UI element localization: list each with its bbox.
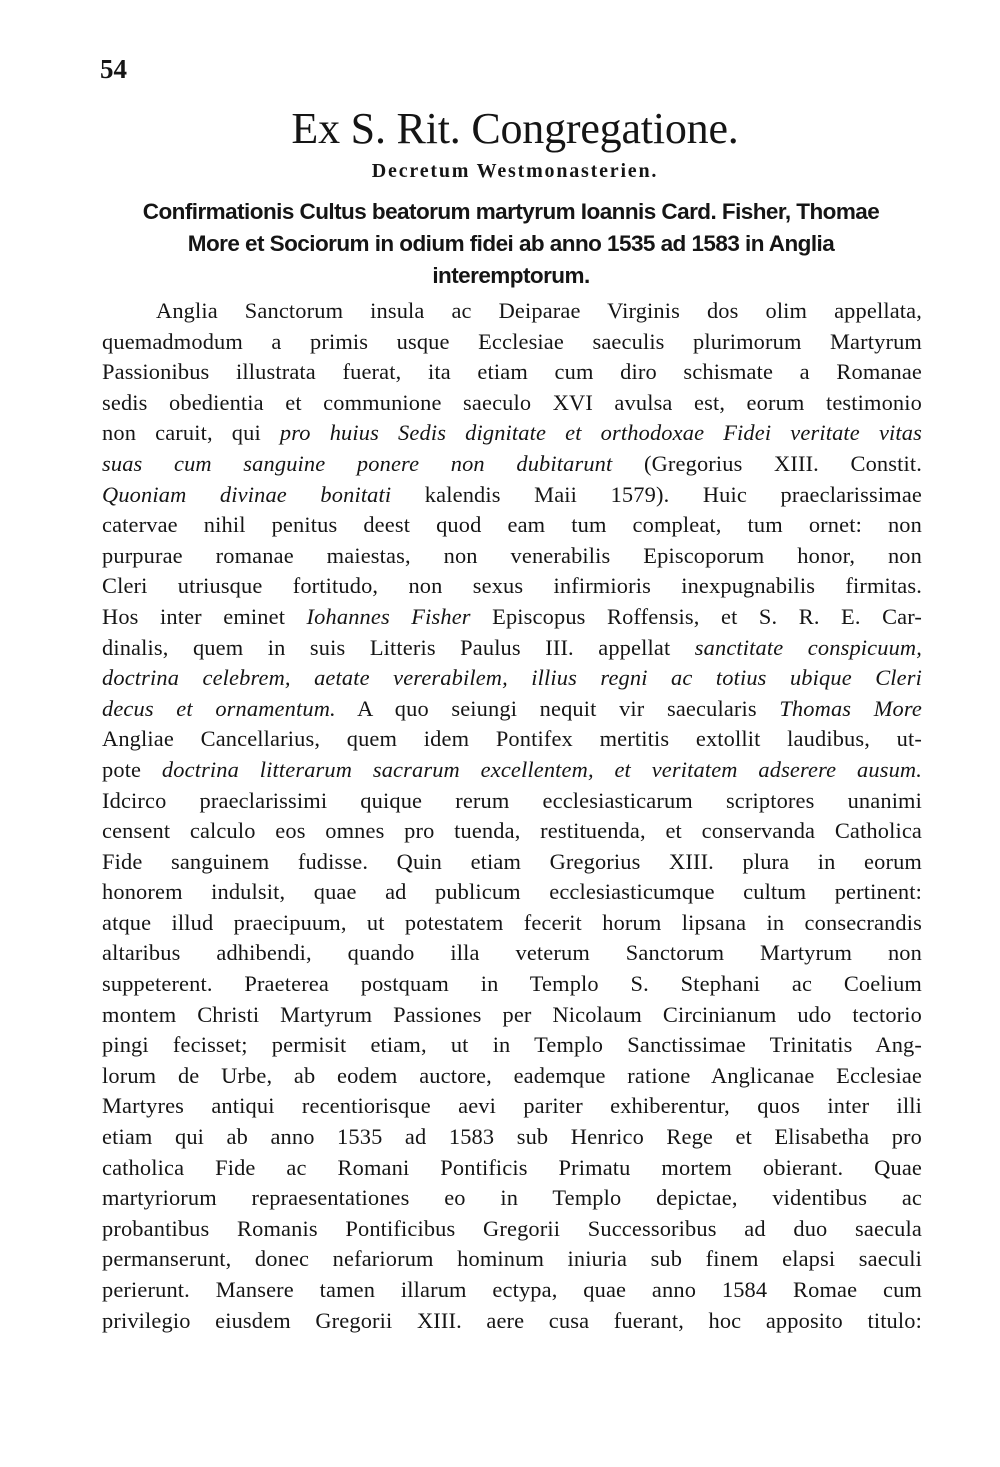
text-run: probantibus Romanis Pontificibus Gregorii Successoribus ad duo saecula	[102, 1215, 922, 1241]
italic-phrase: suas cum sanguine ponere non dubitarunt	[102, 450, 613, 476]
text-run: non caruit, qui	[102, 420, 280, 446]
text-run: censent calculo eos omnes pro tuenda, restituenda, et conservanda Catholica	[102, 818, 922, 844]
body-line	[102, 1306, 922, 1337]
body-line	[102, 510, 922, 541]
body-line	[102, 357, 922, 388]
text-run: A quo seiungi nequit vir saecularis	[335, 695, 780, 721]
text-run: honorem indulsit, quae ad publicum ecclesiasticumque cultum pertinent:	[102, 879, 922, 905]
text-run: purpurae romanae maiestas, non venerabilis Episcoporum honor, non	[102, 542, 922, 568]
text-run: Cleri utriusque fortitudo, non sexus infirmioris inexpugnabilis firmitas.	[102, 573, 922, 599]
body-line	[102, 388, 922, 419]
decree-subtitle: Decretum Westmonasterien.	[371, 160, 659, 182]
text-run: privilegio eiusdem Gregorii XIII. aere cusa fuerant, hoc apposito titulo:	[102, 1307, 922, 1333]
text-run: atque illud praecipuum, ut potestatem fecerit horum lipsana in consecrandis	[102, 909, 922, 935]
body-line	[102, 1153, 922, 1184]
text-run: Episcopus Roffensis, et S. R. E. Car-	[470, 603, 923, 629]
text-run: sedis obedientia et communione saeculo XVI avulsa est, eorum testimonio	[102, 389, 922, 415]
text-run: Idcirco praeclarissimi quique rerum ecclesiasticarum scriptores unanimi	[102, 787, 922, 813]
body-line	[102, 1244, 922, 1275]
body-line	[102, 541, 922, 572]
text-run: pote	[102, 756, 162, 782]
body-line	[102, 449, 922, 480]
text-run: quemadmodum a primis usque Ecclesiae saeculis plurimorum Martyrum	[102, 328, 922, 354]
text-run: perierunt. Mansere tamen illarum ectypa, quae anno 1584 Romae cum	[102, 1277, 922, 1302]
text-run: Martyres antiqui recentiorisque aevi pariter exhiberentur, quos inter illi	[102, 1093, 922, 1119]
text-run: pingi fecisset; permisit etiam, ut in Templo Sanctissimae Trinitatis Ang-	[102, 1032, 922, 1058]
text-run: Passionibus illustrata fuerat, ita etiam cum diro schismate a Romanae	[102, 359, 922, 385]
body-line	[102, 480, 922, 511]
italic-phrase: Iohannes Fisher	[306, 603, 471, 629]
body-line	[102, 938, 922, 969]
body-line	[102, 1122, 922, 1153]
text-run: Angliae Cancellarius, quem idem Pontifex mertitis extollit laudibus, ut-	[102, 726, 922, 752]
body-line	[102, 755, 922, 786]
italic-phrase: Thomas More	[779, 695, 922, 721]
body-line	[102, 1214, 922, 1245]
body-line	[102, 418, 922, 449]
text-run: etiam qui ab anno 1535 ad 1583 sub Henrico Rege et Elisabetha pro	[102, 1124, 922, 1150]
body-line	[102, 724, 922, 755]
heading-line: More et Sociorum in odium fidei ab anno 1535 ad 1583 in Anglia	[187, 231, 835, 256]
body-line	[102, 969, 922, 1000]
text-run: Anglia Sanctorum insula ac Deiparae Virginis dos olim appellata,	[156, 298, 922, 323]
body-line	[102, 296, 922, 327]
body-line	[102, 633, 922, 664]
body-line	[102, 1275, 922, 1306]
text-run: montem Christi Martyrum Passiones per Nicolaum Circinianum udo tectorio	[102, 1001, 922, 1027]
text-run: altaribus adhibendi, quando illa veterum Sanctorum Martyrum non	[102, 940, 922, 966]
body-line	[102, 786, 922, 817]
heading-line: Confirmationis Cultus beatorum martyrum Ioannis Card. Fisher, Thomae	[142, 199, 880, 224]
italic-phrase: doctrina celebrem, aetate vererabilem, illius regni ac totius ubique Cleri	[102, 665, 922, 691]
text-run: catholica Fide ac Romani Pontificis Primatu mortem obierant. Quae	[102, 1154, 922, 1180]
body-line	[102, 327, 922, 358]
body-text	[102, 296, 922, 1336]
body-line	[102, 1091, 922, 1122]
page-number: 54	[100, 54, 127, 84]
body-line	[102, 571, 922, 602]
body-line	[102, 1183, 922, 1214]
text-run: permanserunt, donec nefariorum hominum iniuria sub finem elapsi saeculi	[102, 1246, 922, 1272]
text-run: dinalis, quem in suis Litteris Paulus III. appellat	[102, 634, 695, 660]
text-run: lorum de Urbe, ab eodem auctore, eademque ratione Anglicanae Ecclesiae	[102, 1062, 922, 1088]
body-line	[102, 602, 922, 633]
body-line	[102, 1030, 922, 1061]
text-run: suppeterent. Praeterea postquam in Templo S. Stephani ac Coelium	[102, 971, 922, 997]
text-run: catervae nihil penitus deest quod eam tum compleat, tum ornet: non	[102, 512, 922, 538]
body-line	[102, 816, 922, 847]
italic-phrase: Quoniam divinae bonitati	[102, 481, 392, 507]
page-title: Ex S. Rit. Congregatione.	[291, 104, 739, 153]
body-line	[102, 1061, 922, 1092]
body-line	[102, 908, 922, 939]
text-run: Hos inter eminet	[102, 603, 307, 629]
body-line	[102, 694, 922, 725]
italic-phrase: sanctitate conspicuum,	[694, 634, 923, 660]
text-run: (Gregorius XIII. Constit.	[612, 450, 922, 476]
body-line	[102, 877, 922, 908]
text-run: Fide sanguinem fudisse. Quin etiam Gregorius XIII. plura in eorum	[102, 848, 922, 874]
heading-line: interemptorum.	[432, 263, 590, 288]
body-line	[102, 1000, 922, 1031]
decree-heading	[98, 196, 924, 292]
italic-phrase: pro huius Sedis dignitate et orthodoxae Fidei veritate vitas	[279, 420, 922, 446]
body-line	[102, 663, 922, 694]
body-line	[102, 847, 922, 878]
italic-phrase: decus et ornamentum.	[102, 695, 336, 721]
text-run: martyriorum repraesentationes eo in Templo depictae, videntibus ac	[102, 1185, 922, 1211]
italic-phrase: doctrina litterarum sacrarum excellentem, et veritatem adserere ausum.	[161, 756, 922, 782]
text-run: kalendis Maii 1579). Huic praeclarissimae	[391, 481, 922, 507]
